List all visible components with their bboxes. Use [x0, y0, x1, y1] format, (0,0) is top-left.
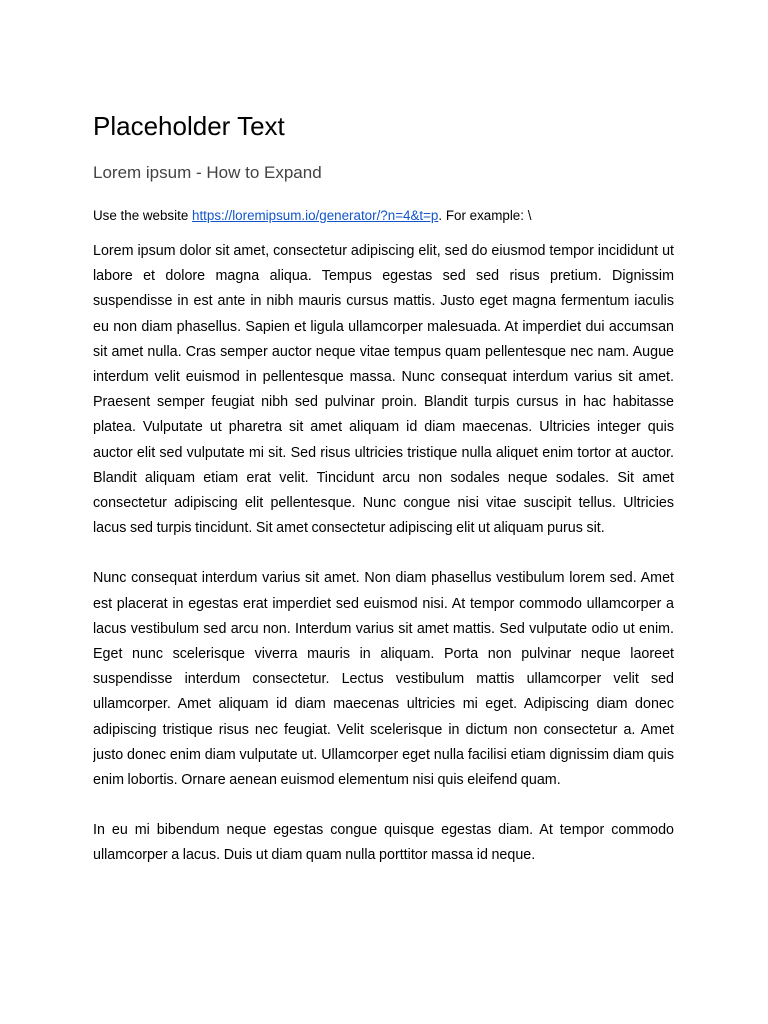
document-title: Placeholder Text [93, 111, 285, 141]
intro-line [93, 206, 531, 226]
document-page [93, 0, 674, 1024]
generator-link[interactable]: https://loremipsum.io/generator/?n=4&t=p [192, 208, 439, 223]
paragraph-2: Nunc consequat interdum varius sit amet. Non diam phasellus vestibulum lorem sed. Amet est placerat in egestas erat imperdiet sed euismod nisi. At tempor commodo ullamcorper a lacus vestibulum sed arcu non. Interdum varius sit amet mattis. Sed vulputate odio ut enim. Eget nunc scelerisque viverra mauris in aliquam. Porta non pulvinar neque laoreet suspendisse interdum consectetur. Lectus vestibulum mattis ullamcorper velit sed ullamcorper. Amet aliquam id diam maecenas ultricies mi eget. Adipiscing diam donec adipiscing tristique risus nec feugiat. Velit scelerisque in dictum non consectetur a. Amet justo donec enim diam vulputate ut. Ullamcorper eget nulla facilisi etiam dignissim diam quis enim lobortis. Ornare aenean euismod elementum nisi quis eleifend quam. [93, 570, 674, 789]
paragraph-1: Lorem ipsum dolor sit amet, consectetur adipiscing elit, sed do eiusmod tempor incididunt ut labore et dolore magna aliqua. Tempus egestas sed sed risus pretium. Dignissim suspendisse in est ante in nibh mauris cursus mattis. Justo eget magna fermentum iaculis eu non diam phasellus. Sapien et ligula ullamcorper malesuada. At imperdiet dui accumsan sit amet nulla. Cras semper auctor neque vitae tempus quam pellentesque nec nam. Augue interdum velit euismod in pellentesque massa. Nunc consequat interdum varius sit amet. Praesent semper feugiat nibh sed pulvinar proin. Blandit turpis cursus in hac habitasse platea. Vulputate ut pharetra sit amet aliquam id diam maecenas. Ultricies integer quis auctor elit sed vulputate mi sit. Sed risus ultricies tristique nulla aliquet enim tortor at auctor. Blandit aliquam etiam erat velit. Tincidunt arcu non sodales neque sodales. Sit amet consectetur adipiscing elit pellentesque. Nunc congue nisi vitae suscipit tellus. Ultricies lacus sed turpis tincidunt. Sit amet consectetur adipiscing elit ut aliquam purus sit. [93, 243, 674, 537]
intro-prefix: Use the website [93, 208, 192, 223]
document-subtitle: Lorem ipsum - How to Expand [93, 163, 322, 182]
intro-suffix: . For example: \ [438, 208, 532, 223]
paragraph-3: In eu mi bibendum neque egestas congue quisque egestas diam. At tempor commodo ullamcorper a lacus. Duis ut diam quam nulla porttitor massa id neque. [93, 822, 674, 864]
body-text [93, 239, 674, 894]
